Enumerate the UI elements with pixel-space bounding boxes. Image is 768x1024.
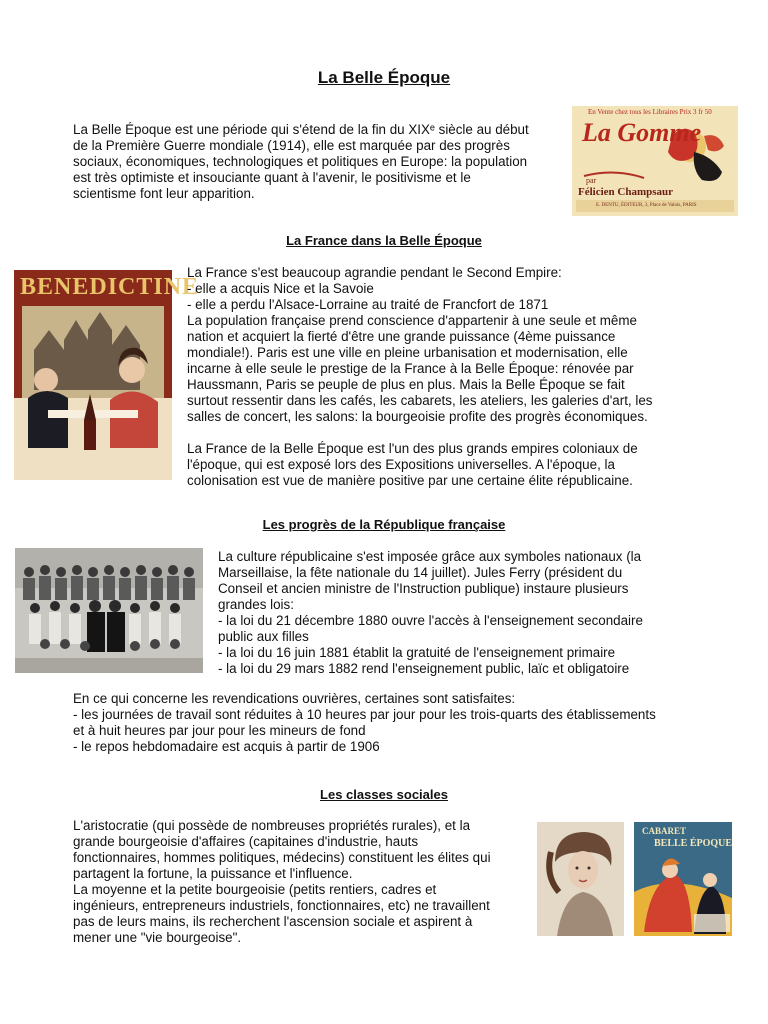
la-gomme-poster <box>572 106 738 216</box>
classes-paragraph <box>73 818 523 946</box>
text-line: - la loi du 16 juin 1881 établit la gratuité de l'enseignement primaire <box>218 645 616 660</box>
text-line: pas de leurs mains, ils recherchent l'ascension sociale et aspirent à <box>73 914 473 929</box>
poster-par: par <box>586 176 597 185</box>
poster-title: BENEDICTINE <box>20 274 200 300</box>
poster-author: Félicien Champsaur <box>578 186 674 198</box>
cabaret-belle-epoque-poster <box>634 822 732 936</box>
poster-top-text: En Vente chez tous les Libraires Prix 3 fr 50 <box>588 108 712 116</box>
france-paragraph <box>187 265 687 489</box>
text-line: - elle a perdu l'Alsace-Lorraine au traité de Francfort de 1871 <box>187 297 549 312</box>
school-class-photo <box>15 548 203 673</box>
section-heading-republique: Les progrès de la République française <box>262 517 506 532</box>
revendications-paragraph <box>73 691 703 755</box>
intro-paragraph <box>73 122 563 202</box>
text-line: grande bourgeoisie d'affaires (capitaines d'industrie, hauts <box>73 834 419 849</box>
benedictine-poster <box>14 270 200 480</box>
text-line: sociaux, économiques, technologiques et politiques en Europe: la population <box>73 154 528 169</box>
lady-portrait-photo <box>537 822 624 936</box>
text-line: l'époque, qui est exposé lors des Expositions universelles. A l'époque, la <box>187 457 615 472</box>
text-line: Haussmann, Paris se peuple de plus en plus. Mais la Belle Époque se fait <box>187 377 625 392</box>
text-line: fonctionnaires, hommes politiques, médecins) constituent les élites qui <box>73 850 491 865</box>
text-line: mondiale!). Paris est une ville en pleine urbanisation et modernisation, elle <box>187 345 628 360</box>
section-heading-france: La France dans la Belle Époque <box>286 233 482 248</box>
text-line: et à huit heures par jour pour les mineurs de fond <box>73 723 366 738</box>
text-line: partagent la fortune, la puissance et l'influence. <box>73 866 353 881</box>
text-line: La population française prend conscience d'appartenir à une seule et même <box>187 313 637 328</box>
poster-title: La Gomme <box>582 118 702 147</box>
text-line: - le repos hebdomadaire est acquis à partir de 1906 <box>73 739 380 754</box>
text-line: nation et acquiert la fierté d'être une grande puissance (4ème puissance <box>187 329 616 344</box>
poster-line1: CABARET <box>642 826 687 836</box>
text-line: La France de la Belle Époque est l'un des plus grands empires coloniaux de <box>187 441 638 456</box>
text-line: de la Première Guerre mondiale (1914), elle est marquée par des progrès <box>73 138 510 153</box>
text-line: La Belle Époque est une période qui s'étend de la fin du XIXᵉ siècle au début <box>73 122 529 137</box>
text-line: Conseil et ancien ministre de l'Instruction publique) instaure plusieurs <box>218 581 629 596</box>
text-line: grandes lois: <box>218 597 294 612</box>
text-line: est très optimiste et insouciante quant à l'avenir, le positivisme et le <box>73 170 471 185</box>
text-line: colonisation est vue de manière positive par une certaine élite républicaine. <box>187 473 633 488</box>
poster-publisher: E. DENTU, ÉDITEUR, 3, Place de Valois, PARIS <box>596 203 697 208</box>
text-line: scientisme font leur apparition. <box>73 186 255 201</box>
text-line: En ce qui concerne les revendications ouvrières, certaines sont satisfaites: <box>73 691 516 706</box>
text-line: - la loi du 29 mars 1882 rend l'enseignement public, laïc et obligatoire <box>218 661 630 676</box>
text-line: ingénieurs, entrepreneurs industriels, fonctionnaires, etc) ne travaillent <box>73 898 490 913</box>
poster-line2: BELLE ÉPOQUE <box>654 838 733 849</box>
text-line: La moyenne et la petite bourgeoisie (petits rentiers, cadres et <box>73 882 437 897</box>
text-line: Marseillaise, la fête nationale du 14 juillet). Jules Ferry (président du <box>218 565 623 580</box>
text-line: surtout ressentir dans les cafés, les cabarets, les ateliers, les galeries d'art, les <box>187 393 653 408</box>
text-line: public aux filles <box>218 629 309 644</box>
republique-paragraph <box>218 549 688 677</box>
page-title: La Belle Époque <box>317 68 451 87</box>
section-heading-classes: Les classes sociales <box>320 787 448 802</box>
text-line: mener une "vie bourgeoise". <box>73 930 242 945</box>
text-line: - elle a acquis Nice et la Savoie <box>187 281 374 296</box>
text-line: incarne à elle seule le prestige de la France à la Belle Époque: rénovée par <box>187 361 634 376</box>
text-line: L'aristocratie (qui possède de nombreuses propriétés rurales), et la <box>73 818 471 833</box>
text-line: La France s'est beaucoup agrandie pendant le Second Empire: <box>187 265 562 280</box>
text-line: - les journées de travail sont réduites à 10 heures par jour pour les trois-quarts des établissements <box>73 707 656 722</box>
text-line: La culture républicaine s'est imposée grâce aux symboles nationaux (la <box>218 549 642 564</box>
text-line: salles de concert, les salons: la bourgeoisie profite des progrès économiques. <box>187 409 648 424</box>
text-line: - la loi du 21 décembre 1880 ouvre l'accès à l'enseignement secondaire <box>218 613 643 628</box>
